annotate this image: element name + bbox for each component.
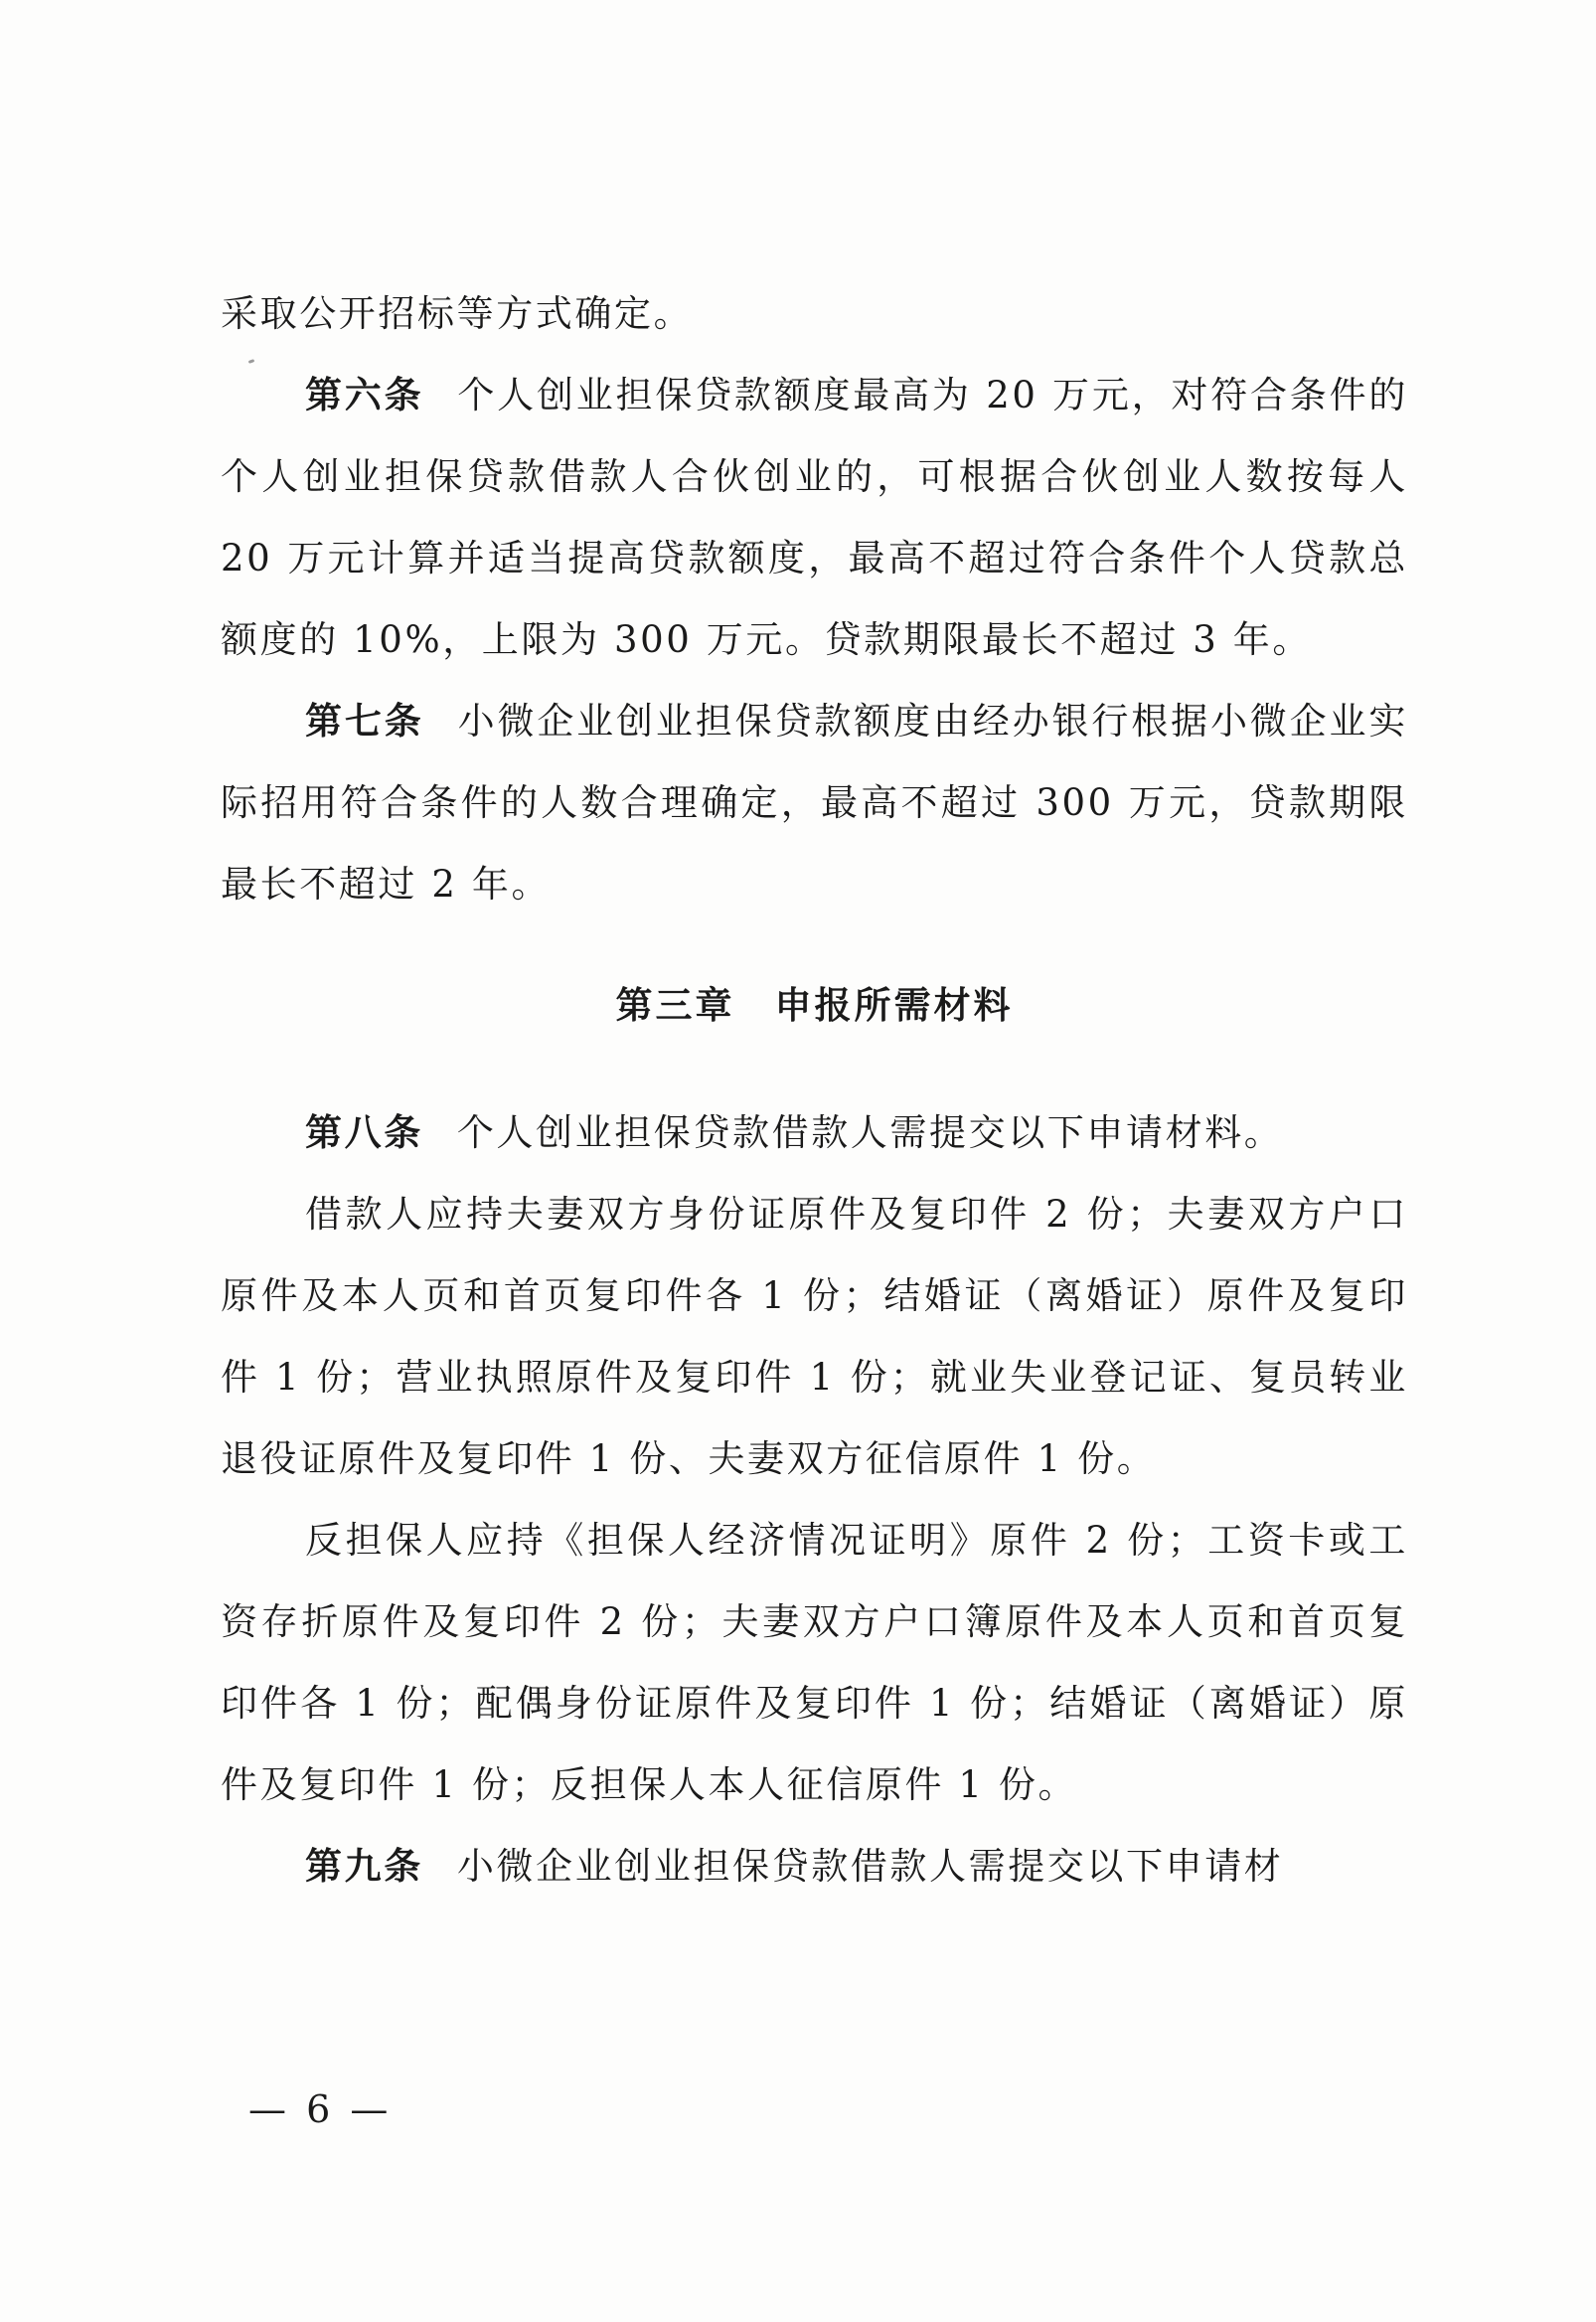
article-8	[221, 1092, 1408, 1174]
article-6-text: 个人创业担保贷款额度最高为 20 万元，对符合条件的个人创业担保贷款借款人合伙创业的，可根据合伙创业人数按每人 20 万元计算并适当提高贷款额度，最高不超过符合条件个人贷款总额度的 10%，上限为 300 万元。贷款期限最长不超过 3 年。	[221, 374, 1408, 661]
paragraph-continuation: 采取公开招标等方式确定。	[221, 292, 694, 335]
article-7-text: 小微企业创业担保贷款额度由经办银行根据小微企业实际招用符合条件的人数合理确定，最高不超过 300 万元，贷款期限最长不超过 2 年。	[221, 700, 1408, 906]
article-7	[221, 681, 1408, 925]
article-9	[221, 1826, 1408, 1907]
article-7-number: 第七条	[305, 700, 424, 743]
article-9-text: 小微企业创业担保贷款借款人需提交以下申请材	[456, 1845, 1284, 1888]
chapter-title: 申报所需材料	[774, 984, 1014, 1027]
chapter-number: 第三章	[615, 984, 735, 1027]
article-6-number: 第六条	[305, 374, 424, 416]
body-text	[221, 273, 1408, 1907]
article-8-number: 第八条	[305, 1111, 423, 1154]
guarantor-materials: 反担保人应持《担保人经济情况证明》原件 2 份；工资卡或工资存折原件及复印件 2 份；夫妻双方户口簿原件及本人页和首页复印件各 1 份；配偶身份证原件及复印件 1 份；结婚证（离婚证）原件及复印件 1 份；反担保人本人征信原件 1 份。	[221, 1519, 1408, 1806]
article-8-text: 个人创业担保贷款借款人需提交以下申请材料。	[456, 1111, 1284, 1154]
article-6	[221, 355, 1408, 681]
borrower-materials: 借款人应持夫妻双方身份证原件及复印件 2 份；夫妻双方户口原件及本人页和首页复印件各 1 份；结婚证（离婚证）原件及复印件 1 份；营业执照原件及复印件 1 份；就业失业登记证、复员转业退役证原件及复印件 1 份、夫妻双方征信原件 1 份。	[221, 1193, 1408, 1480]
article-9-number: 第九条	[305, 1845, 423, 1888]
chapter-heading	[221, 965, 1408, 1047]
page-number: — 6 —	[248, 2087, 393, 2131]
